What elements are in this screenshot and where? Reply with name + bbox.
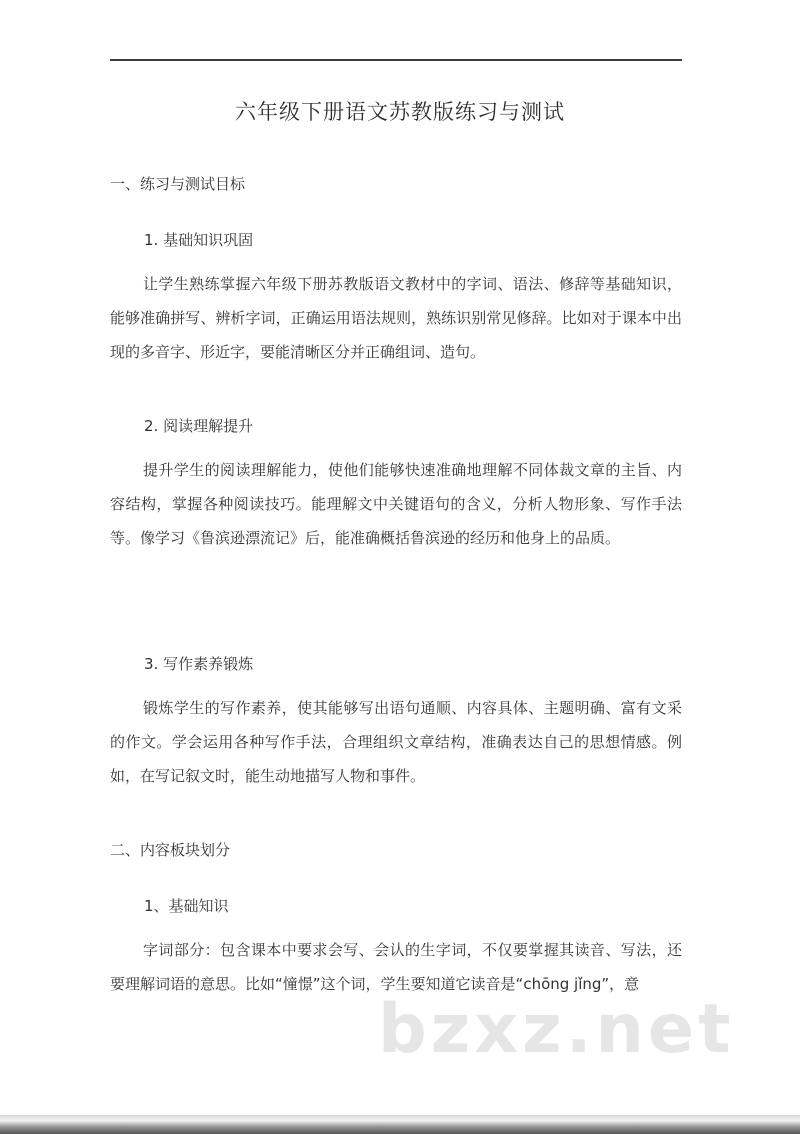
paragraph-vocabulary: 字词部分：包含课本中要求会写、会认的生字词，不仅要掌握其读音、写法，还要理解词语的意思。比如“憧憬”这个词，学生要知道它读音是“chōng jǐng”，意 [110,941,682,993]
subheading-reading: 2. 阅读理解提升 [144,417,254,435]
subheading-basic-knowledge: 1. 基础知识巩固 [144,231,254,249]
watermark-text: bzxz.net [378,990,735,1069]
section-heading-goals: 一、练习与测试目标 [110,175,246,193]
viewer-bottom-edge [0,1115,800,1134]
paragraph-basic-knowledge: 让学生熟练掌握六年级下册苏教版语文教材中的字词、语法、修辞等基础知识，能够准确拼写、辨析字词，正确运用语法规则，熟练识别常见修辞。比如对于课本中出现的多音字、形近字，要能清晰区分并正确组词、造句。 [110,275,682,361]
section-heading-content: 二、内容板块划分 [110,841,231,859]
paragraph-reading: 提升学生的阅读理解能力，使他们能够快速准确地理解不同体裁文章的主旨、内容结构，掌握各种阅读技巧。能理解文中关键语句的含义，分析人物形象、写作手法等。像学习《鲁滨逊漂流记》后，能准确概括鲁滨逊的经历和他身上的品质。 [110,461,682,547]
paragraph-writing: 锻炼学生的写作素养，使其能够写出语句通顺、内容具体、主题明确、富有文采的作文。学会运用各种写作手法，合理组织文章结构，准确表达自己的思想情感。例如，在写记叙文时，能生动地描写人物和事件。 [110,699,682,785]
subheading-basics: 1、基础知识 [144,897,229,915]
subheading-writing: 3. 写作素养锻炼 [144,655,254,673]
header-rule [110,59,682,61]
document-title: 六年级下册语文苏教版练习与测试 [235,100,565,124]
